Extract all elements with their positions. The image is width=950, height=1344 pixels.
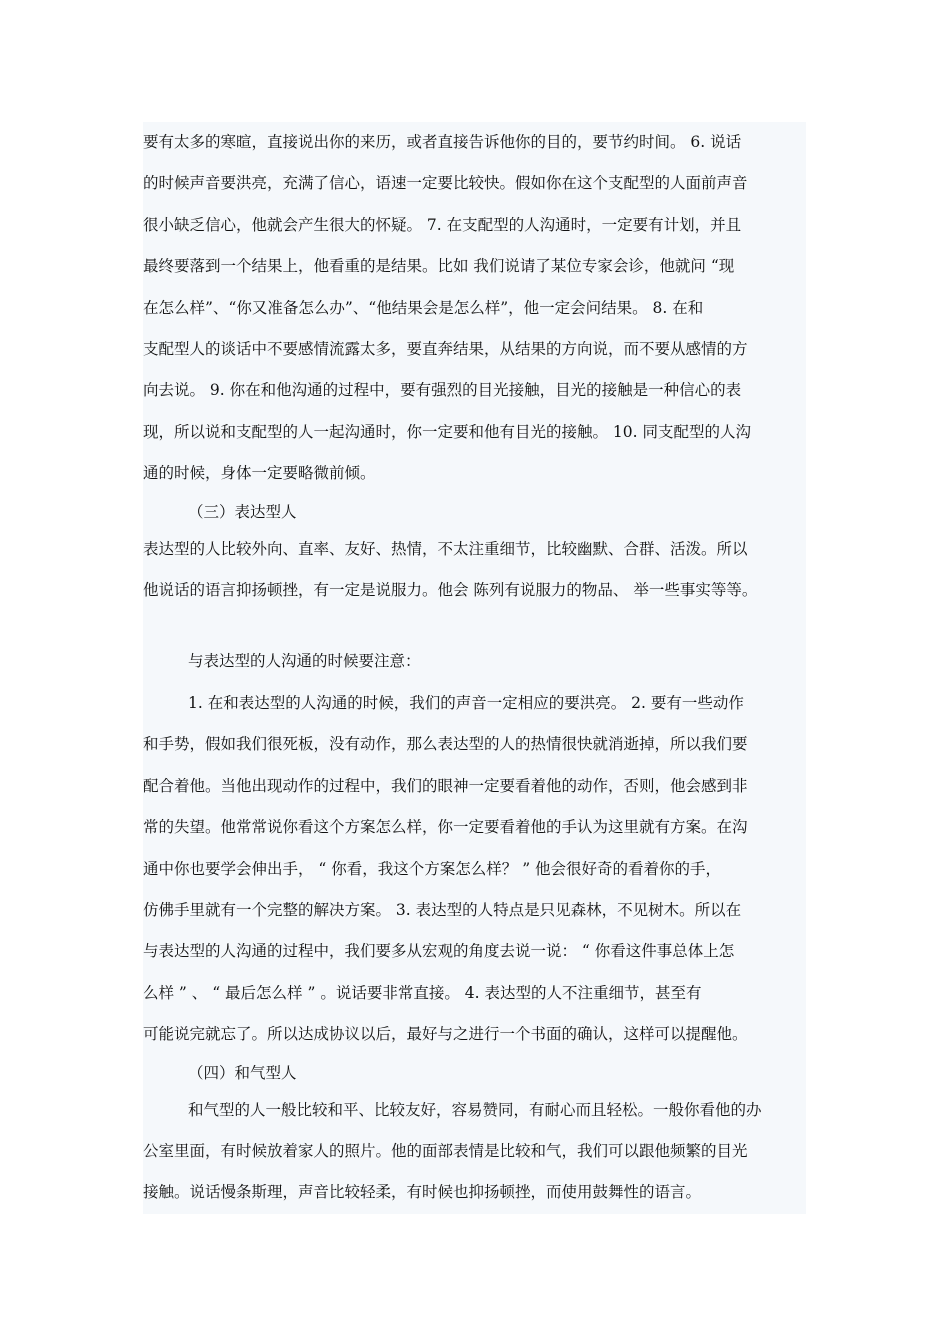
body-line: 1. 在和表达型的人沟通的时候，我们的声音一定相应的要洪亮。 2. 要有一些动作 bbox=[188, 693, 744, 712]
paragraph-gap bbox=[143, 611, 806, 641]
body-line: 配合着他。当他出现动作的过程中，我们的眼神一定要看着他的动作，否则，他会感到非 bbox=[143, 776, 748, 795]
body-line: 支配型人的谈话中不要感情流露太多，要直奔结果，从结果的方向说，而不要从感情的方 bbox=[143, 340, 748, 359]
body-line: 和手势，假如我们很死板，没有动作，那么表达型的人的热情很快就消逝掉，所以我们要 bbox=[143, 735, 748, 754]
body-line: 向去说。 9. 你在和他沟通的过程中，要有强烈的目光接触，目光的接触是一种信心的表 bbox=[143, 381, 742, 400]
body-line: 通的时候，身体一定要略微前倾。 bbox=[143, 464, 376, 483]
body-line: 和气型的人一般比较和平、比较友好，容易赞同，有耐心而且轻松。一般你看他的办 bbox=[188, 1100, 762, 1119]
body-line: 的时候声音要洪亮，充满了信心，语速一定要比较快。假如你在这个支配型的人面前声音 bbox=[143, 174, 748, 193]
body-line: 接触。说话慢条斯理，声音比较轻柔，有时候也抑扬顿挫，而使用鼓舞性的语言。 bbox=[143, 1183, 702, 1202]
body-line: 在怎么样”、“你又准备怎么办”、“他结果会是怎么样”，他一定会问结果。 8. 在和 bbox=[143, 298, 704, 317]
body-line: 仿佛手里就有一个完整的解决方案。 3. 表达型的人特点是只见森林，不见树木。所以在 bbox=[143, 900, 742, 919]
body-line: 公室里面，有时候放着家人的照片。他的面部表情是比较和气，我们可以跟他频繁的目光 bbox=[143, 1141, 748, 1160]
section-heading-expressive: （三）表达型人 bbox=[188, 502, 297, 521]
body-line: 最终要落到一个结果上，他看重的是结果。比如 我们说请了某位专家会诊，他就问 “现 bbox=[143, 257, 735, 276]
body-line: 现，所以说和支配型的人一起沟通时，你一定要和他有目光的接触。 10. 同支配型的人沟 bbox=[143, 422, 752, 441]
body-line: 表达型的人比较外向、直率、友好、热情，不太注重细节，比较幽默、合群、活泼。所以 bbox=[143, 539, 748, 558]
body-line: 常的失望。他常常说你看这个方案怎么样，你一定要看着他的手认为这里就有方案。在沟 bbox=[143, 818, 748, 837]
body-line: 要有太多的寒暄，直接说出你的来历，或者直接告诉他你的目的，要节约时间。 6. 说话 bbox=[143, 133, 742, 151]
body-line: 很小缺乏信心，他就会产生很大的怀疑。 7. 在支配型的人沟通时，一定要有计划，并且 bbox=[143, 215, 742, 234]
body-line: 可能说完就忘了。所以达成协议以后，最好与之进行一个书面的确认，这样可以提醒他。 bbox=[143, 1025, 748, 1044]
body-line: 与表达型的人沟通的过程中，我们要多从宏观的角度去说一说： “ 你看这件事总体上怎 bbox=[143, 942, 735, 961]
section-heading-amiable: （四）和气型人 bbox=[188, 1063, 297, 1082]
body-line: 通中你也要学会伸出手， “ 你看，我这个方案怎么样？ ” 他会很好奇的看着你的手， bbox=[143, 859, 722, 878]
note-heading: 与表达型的人沟通的时候要注意： bbox=[188, 652, 421, 671]
body-line: 么样 ” 、 “ 最后怎么样 ” 。说话要非常直接。 4. 表达型的人不注重细节，甚至有 bbox=[143, 983, 702, 1002]
body-line: 他说话的语言抑扬顿挫，有一定是说服力。他会 陈列有说服力的物品、 举一些事实等等。 bbox=[143, 581, 758, 600]
document-body bbox=[143, 122, 806, 1214]
